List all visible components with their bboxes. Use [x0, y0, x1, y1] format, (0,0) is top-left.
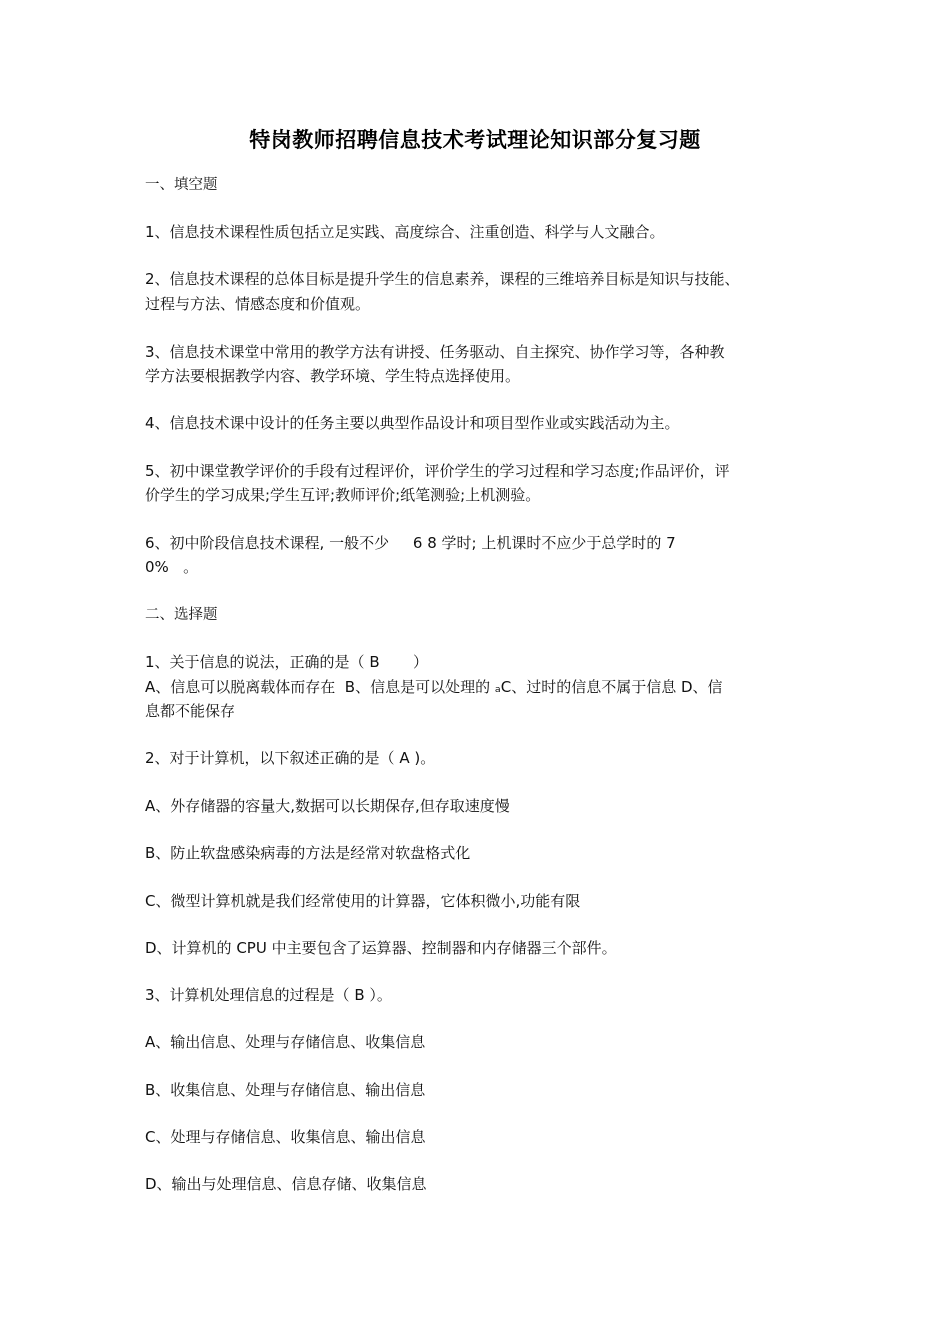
choice-question-1: 1、关于信息的说法，正确的是（ B ） [145, 653, 428, 671]
fill-in-item-2-line-1: 2、信息技术课程的总体目标是提升学生的信息素养，课程的三维培养目标是知识与技能、 [145, 270, 740, 288]
choice-question-3-option-b: B、收集信息、处理与存储信息、输出信息 [145, 1081, 426, 1099]
fill-in-item-3-line-1: 3、信息技术课堂中常用的教学方法有讲授、任务驱动、自主探究、协作学习等，各种教 [145, 343, 725, 361]
choice-question-3-option-c: C、处理与存储信息、收集信息、输出信息 [145, 1128, 426, 1146]
choice-question-2-option-c: C、微型计算机就是我们经常使用的计算器，它体积微小,功能有限 [145, 892, 581, 910]
choice-question-1-options-line-1: A、信息可以脱离载体而存在 B、信息是可以处理的 ₐC、过时的信息不属于信息 D、信 [145, 678, 723, 696]
choice-question-1-options-line-2: 息都不能保存 [145, 702, 236, 720]
fill-in-item-3-line-2: 学方法要根据教学内容、教学环境、学生特点选择使用。 [145, 367, 521, 385]
choice-question-3-option-d: D、输出与处理信息、信息存储、收集信息 [145, 1175, 427, 1193]
section-heading-choice: 二、选择题 [145, 607, 218, 623]
choice-question-2-option-d: D、计算机的 CPU 中主要包含了运算器、控制器和内存储器三个部件。 [145, 939, 617, 957]
choice-question-2-option-a: A、外存储器的容量大,数据可以长期保存,但存取速度慢 [145, 797, 510, 815]
fill-in-item-5-line-2: 价学生的学习成果;学生互评;教师评价;纸笔测验;上机测验。 [145, 486, 541, 504]
document-title: 特岗教师招聘信息技术考试理论知识部分复习题 [249, 128, 701, 152]
choice-question-3: 3、计算机处理信息的过程是（ B ）。 [145, 986, 392, 1004]
fill-in-item-1: 1、信息技术课程性质包括立足实践、高度综合、注重创造、科学与人文融合。 [145, 223, 665, 241]
section-heading-fill-in: 一、填空题 [145, 177, 218, 193]
fill-in-item-5-line-1: 5、初中课堂教学评价的手段有过程评价，评价学生的学习过程和学习态度;作品评价，评 [145, 462, 730, 480]
choice-question-3-option-a: A、输出信息、处理与存储信息、收集信息 [145, 1033, 426, 1051]
fill-in-item-4: 4、信息技术课中设计的任务主要以典型作品设计和项目型作业或实践活动为主。 [145, 414, 680, 432]
fill-in-item-6-line-2: 0% 。 [145, 558, 199, 576]
fill-in-item-6-line-1: 6、初中阶段信息技术课程, 一般不少 6 8 学时; 上机课时不应少于总学时的 7 [145, 534, 676, 552]
fill-in-item-2-line-2: 过程与方法、情感态度和价值观。 [145, 295, 371, 313]
choice-question-2-option-b: B、防止软盘感染病毒的方法是经常对软盘格式化 [145, 844, 471, 862]
choice-question-2: 2、对于计算机，以下叙述正确的是（ A )。 [145, 749, 436, 767]
